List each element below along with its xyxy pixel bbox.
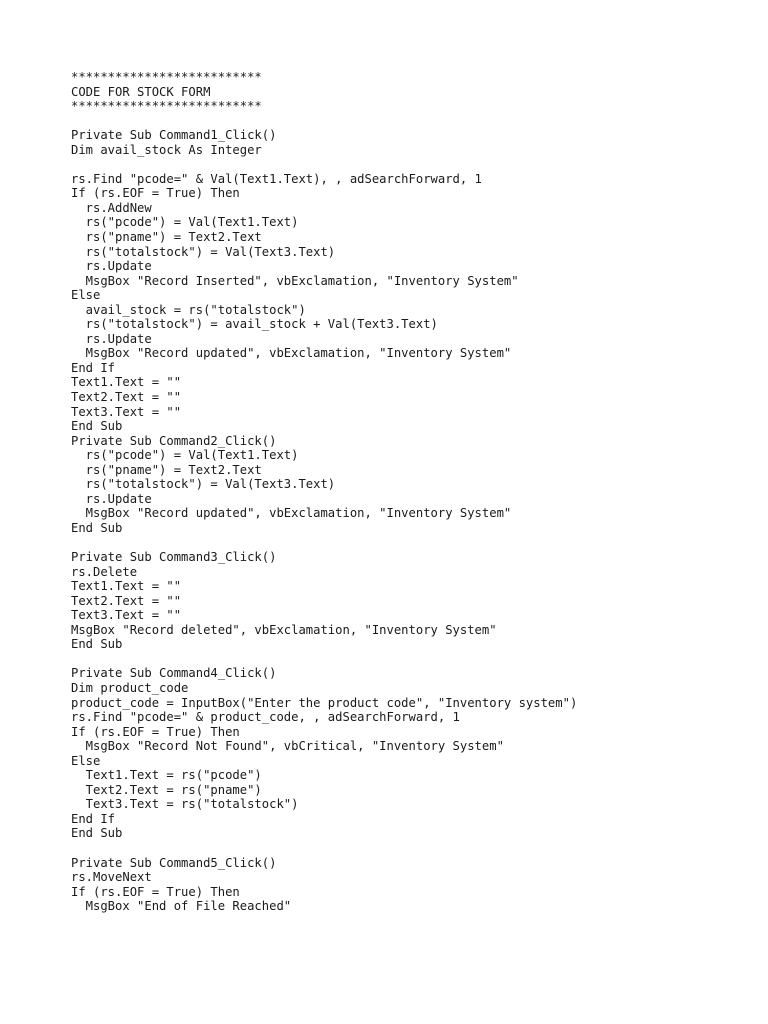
code-line: End Sub [71, 826, 123, 841]
code-line: rs.Update [71, 491, 152, 506]
code-line: Else [71, 753, 101, 768]
code-line: Private Sub Command3_Click() [71, 550, 277, 565]
code-line: MsgBox "Record Not Found", vbCritical, "Inventory System" [71, 739, 504, 754]
code-line: Text2.Text = "" [71, 390, 182, 405]
code-line: CODE FOR STOCK FORM [71, 84, 211, 99]
code-line: rs("totalstock") = Val(Text3.Text) [71, 244, 336, 259]
code-line: End If [71, 811, 116, 826]
code-line: Private Sub Command4_Click() [71, 666, 277, 681]
code-line: End Sub [71, 419, 123, 434]
code-line: End Sub [71, 520, 123, 535]
code-line: MsgBox "Record updated", vbExclamation, "Inventory System" [71, 506, 512, 521]
code-line: Text3.Text = "" [71, 404, 182, 419]
code-line [71, 841, 577, 856]
code-line: If (rs.EOF = True) Then [71, 186, 240, 201]
code-line: rs("totalstock") = Val(Text3.Text) [71, 477, 336, 492]
code-line: MsgBox "Record Inserted", vbExclamation, "Inventory System" [71, 273, 519, 288]
code-line [71, 114, 577, 129]
code-line: Text2.Text = rs("pname") [71, 782, 262, 797]
code-line: Text1.Text = "" [71, 375, 182, 390]
code-line: End If [71, 360, 116, 375]
code-line: If (rs.EOF = True) Then [71, 884, 240, 899]
code-line: Dim avail_stock As Integer [71, 142, 262, 157]
code-line: Private Sub Command5_Click() [71, 855, 277, 870]
code-line: Text2.Text = "" [71, 593, 182, 608]
code-line [71, 157, 577, 172]
code-line [71, 652, 577, 667]
code-line: Private Sub Command1_Click() [71, 128, 277, 143]
code-line: rs("totalstock") = avail_stock + Val(Text3.Text) [71, 317, 438, 332]
code-line: rs.MoveNext [71, 870, 152, 885]
code-line: Dim product_code [71, 680, 189, 695]
code-line: rs.Update [71, 331, 152, 346]
code-line: MsgBox "Record deleted", vbExclamation, "Inventory System" [71, 622, 497, 637]
code-line: Text3.Text = "" [71, 608, 182, 623]
code-line: Text3.Text = rs("totalstock") [71, 797, 299, 812]
code-line: rs("pname") = Text2.Text [71, 462, 262, 477]
code-line: rs.Find "pcode=" & Val(Text1.Text), , adSearchForward, 1 [71, 171, 482, 186]
code-line: rs("pcode") = Val(Text1.Text) [71, 215, 299, 230]
code-line: If (rs.EOF = True) Then [71, 724, 240, 739]
code-line: Private Sub Command2_Click() [71, 433, 277, 448]
code-line: Else [71, 288, 101, 303]
code-line: rs.AddNew [71, 200, 152, 215]
code-line: rs.Delete [71, 564, 138, 579]
code-line: rs.Find "pcode=" & product_code, , adSearchForward, 1 [71, 710, 460, 725]
code-line: Text1.Text = "" [71, 579, 182, 594]
code-listing [71, 70, 577, 914]
code-line: ************************** [71, 99, 262, 114]
code-line: MsgBox "End of File Reached" [71, 899, 292, 914]
code-line: rs.Update [71, 259, 152, 274]
code-line: avail_stock = rs("totalstock") [71, 302, 306, 317]
code-line: MsgBox "Record updated", vbExclamation, "Inventory System" [71, 346, 512, 361]
code-line: ************************** [71, 70, 262, 84]
code-line: rs("pname") = Text2.Text [71, 230, 262, 245]
code-line: product_code = InputBox("Enter the product code", "Inventory system") [71, 695, 578, 710]
code-line: rs("pcode") = Val(Text1.Text) [71, 448, 299, 463]
code-line: End Sub [71, 637, 123, 652]
code-line: Text1.Text = rs("pcode") [71, 768, 262, 783]
code-line [71, 536, 577, 551]
